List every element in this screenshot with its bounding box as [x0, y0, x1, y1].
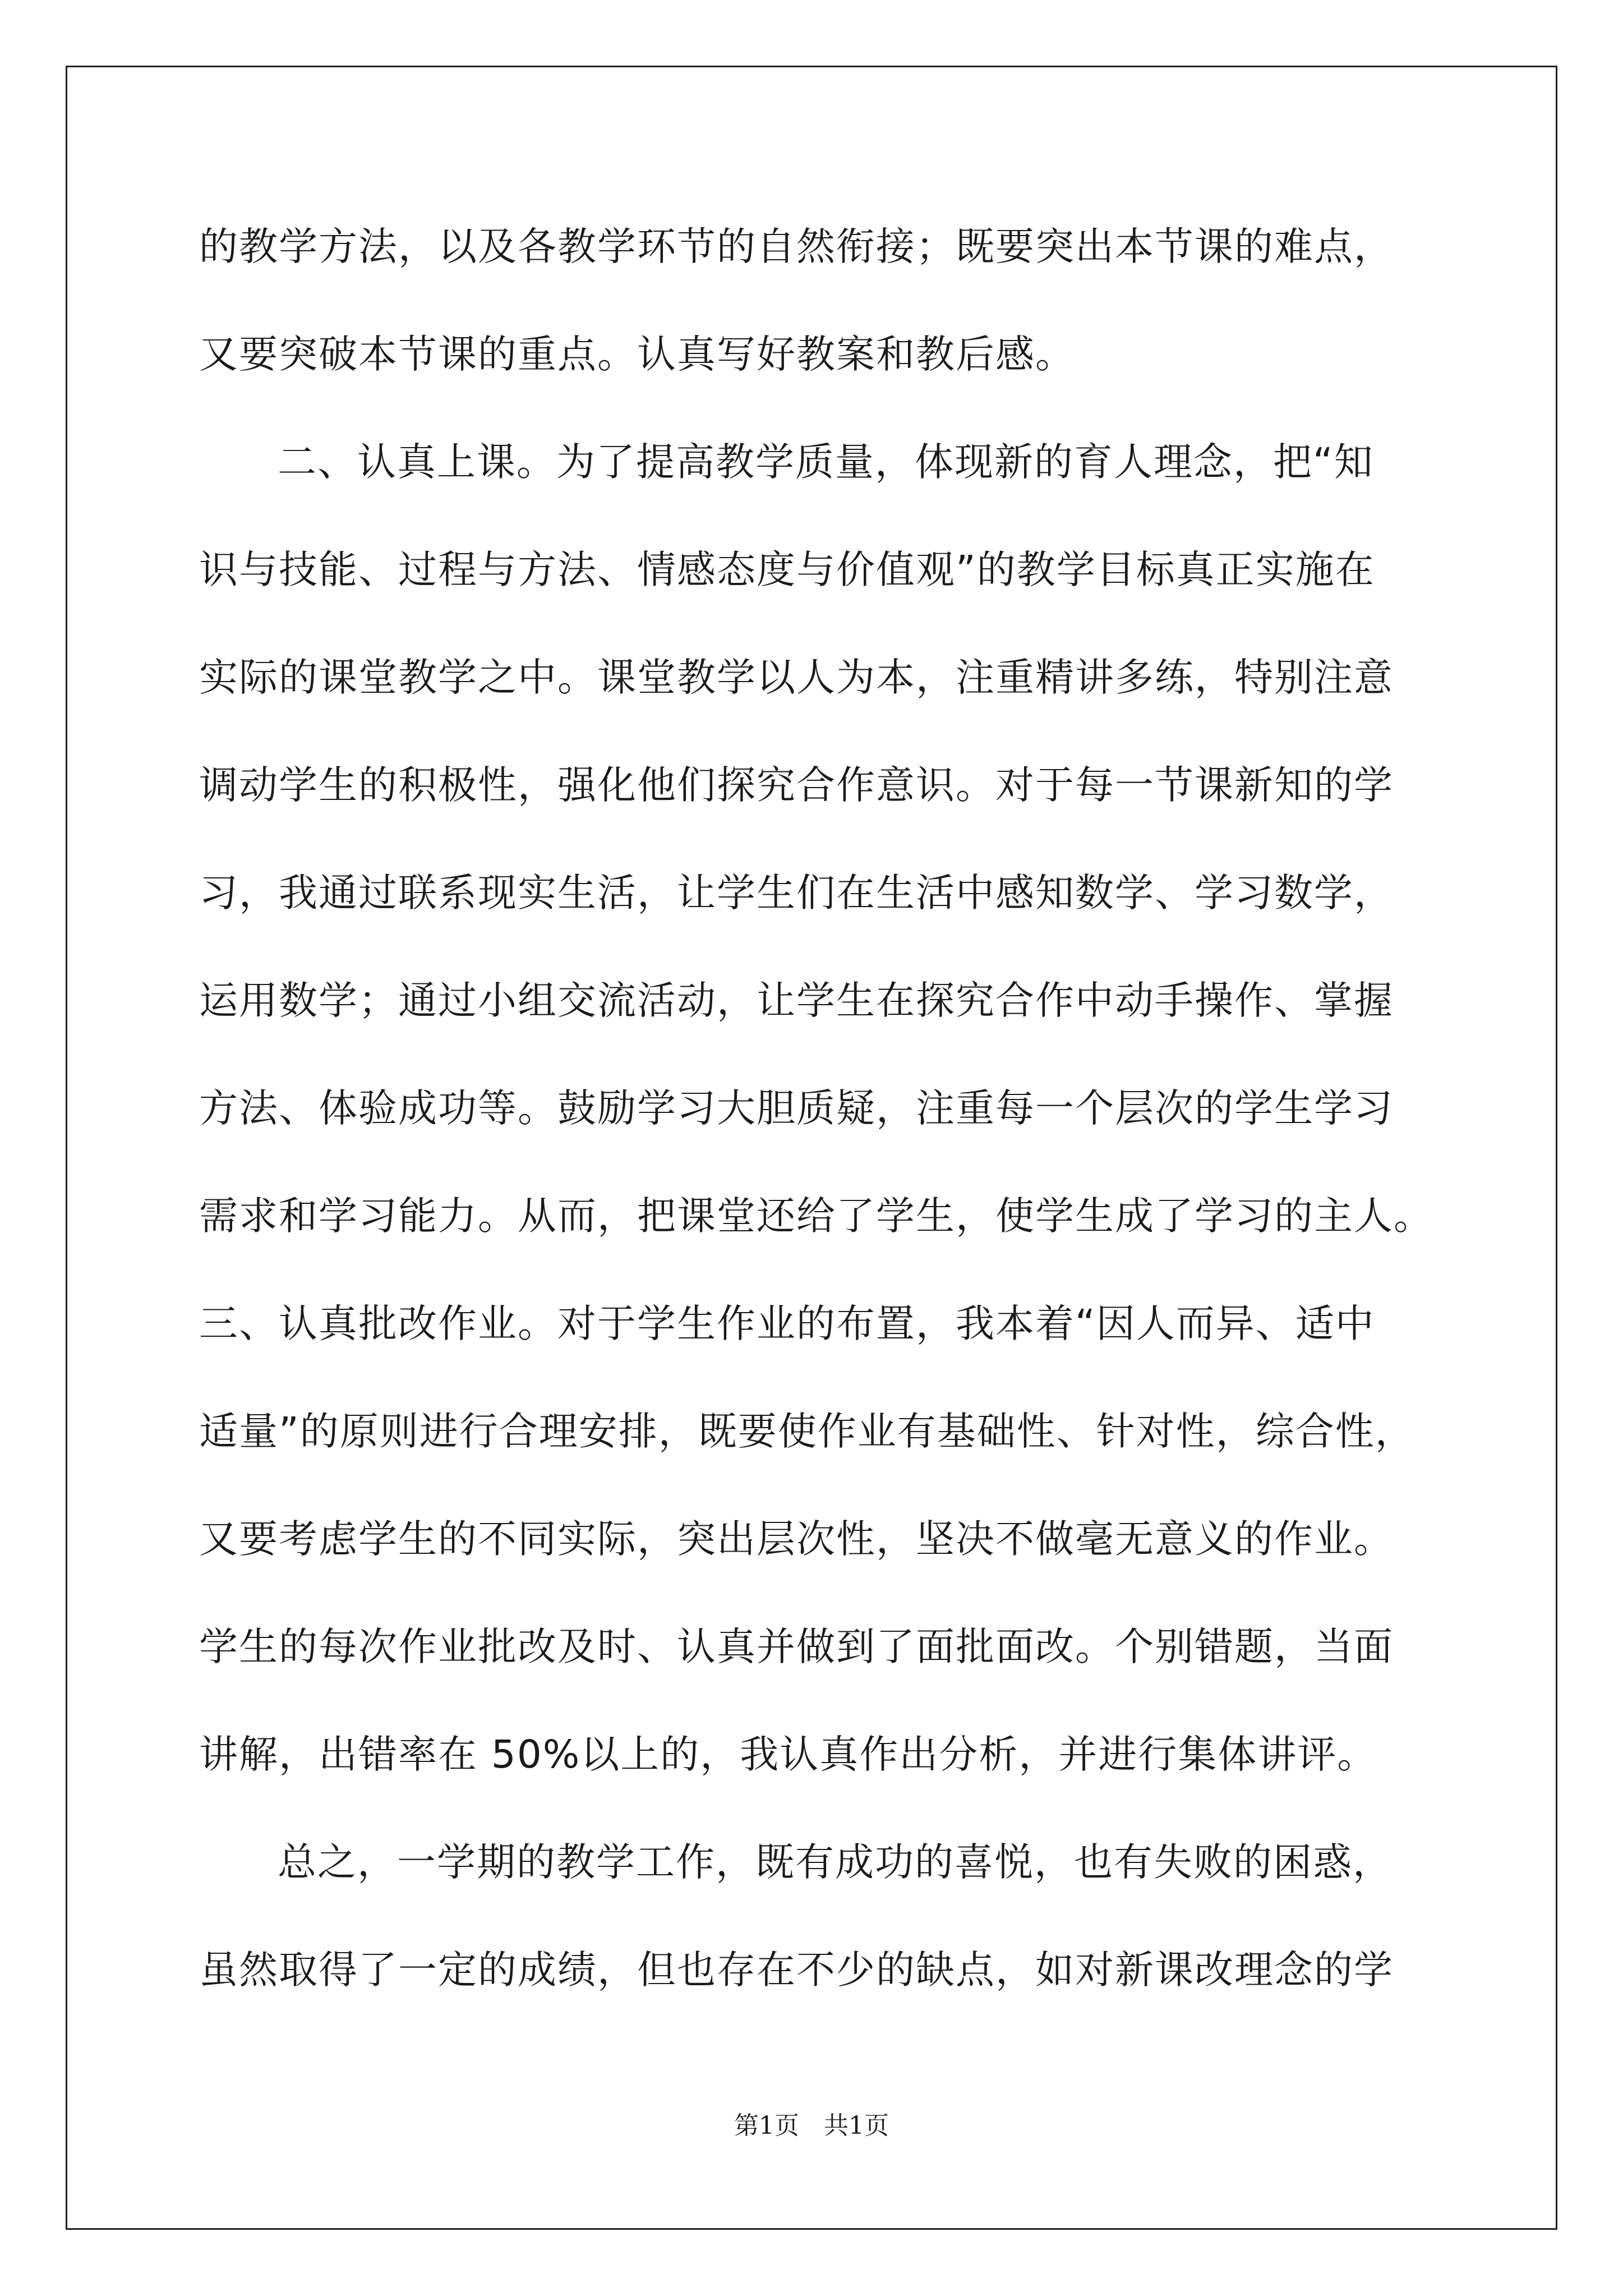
text-line: 学生的每次作业批改及时、认真并做到了面批面改。个别错题，当面 — [199, 1625, 1394, 1669]
text-line: 又要突破本节课的重点。认真写好教案和教后感。 — [199, 332, 1075, 377]
text-line: 讲解，出错率在 50%以上的，我认真作出分析，并进行集体讲评。 — [199, 1732, 1377, 1777]
text-line: 调动学生的积极性，强化他们探究合作意识。对于每一节课新知的学 — [199, 763, 1394, 808]
text-line: 二、认真上课。为了提高教学质量，体现新的育人理念，把“知 — [278, 440, 1374, 485]
text-line: 三、认真批改作业。对于学生作业的布置，我本着“因人而异、适中 — [199, 1301, 1375, 1346]
text-line: 虽然取得了一定的成绩，但也存在不少的缺点，如对新课改理念的学 — [199, 1948, 1394, 1993]
text-line: 总之，一学期的教学工作，既有成功的喜悦，也有失败的困惑， — [278, 1840, 1393, 1885]
text-line: 适量”的原则进行合理安排，既要使作业有基础性、针对性，综合性， — [199, 1409, 1415, 1454]
text-line: 方法、体验成功等。鼓励学习大胆质疑，注重每一个层次的学生学习 — [199, 1086, 1394, 1131]
text-line: 习，我通过联系现实生活，让学生们在生活中感知数学、学习数学， — [199, 871, 1394, 915]
text-line: 的教学方法，以及各教学环节的自然衔接；既要突出本节课的难点， — [199, 224, 1394, 269]
text-line: 识与技能、过程与方法、情感态度与价值观”的教学目标真正实施在 — [199, 547, 1375, 592]
text-line: 实际的课堂教学之中。课堂教学以人为本，注重精讲多练，特别注意 — [199, 655, 1394, 700]
page-number-footer: 第1页 共1页 — [734, 2111, 889, 2140]
text-line: 运用数学；通过小组交流活动，让学生在探究合作中动手操作、掌握 — [199, 978, 1394, 1023]
text-line: 需求和学习能力。从而，把课堂还给了学生，使学生成了学习的主人。 — [199, 1194, 1433, 1239]
text-line: 又要考虑学生的不同实际，突出层次性，坚决不做毫无意义的作业。 — [199, 1517, 1394, 1562]
page-border — [66, 66, 1557, 2230]
